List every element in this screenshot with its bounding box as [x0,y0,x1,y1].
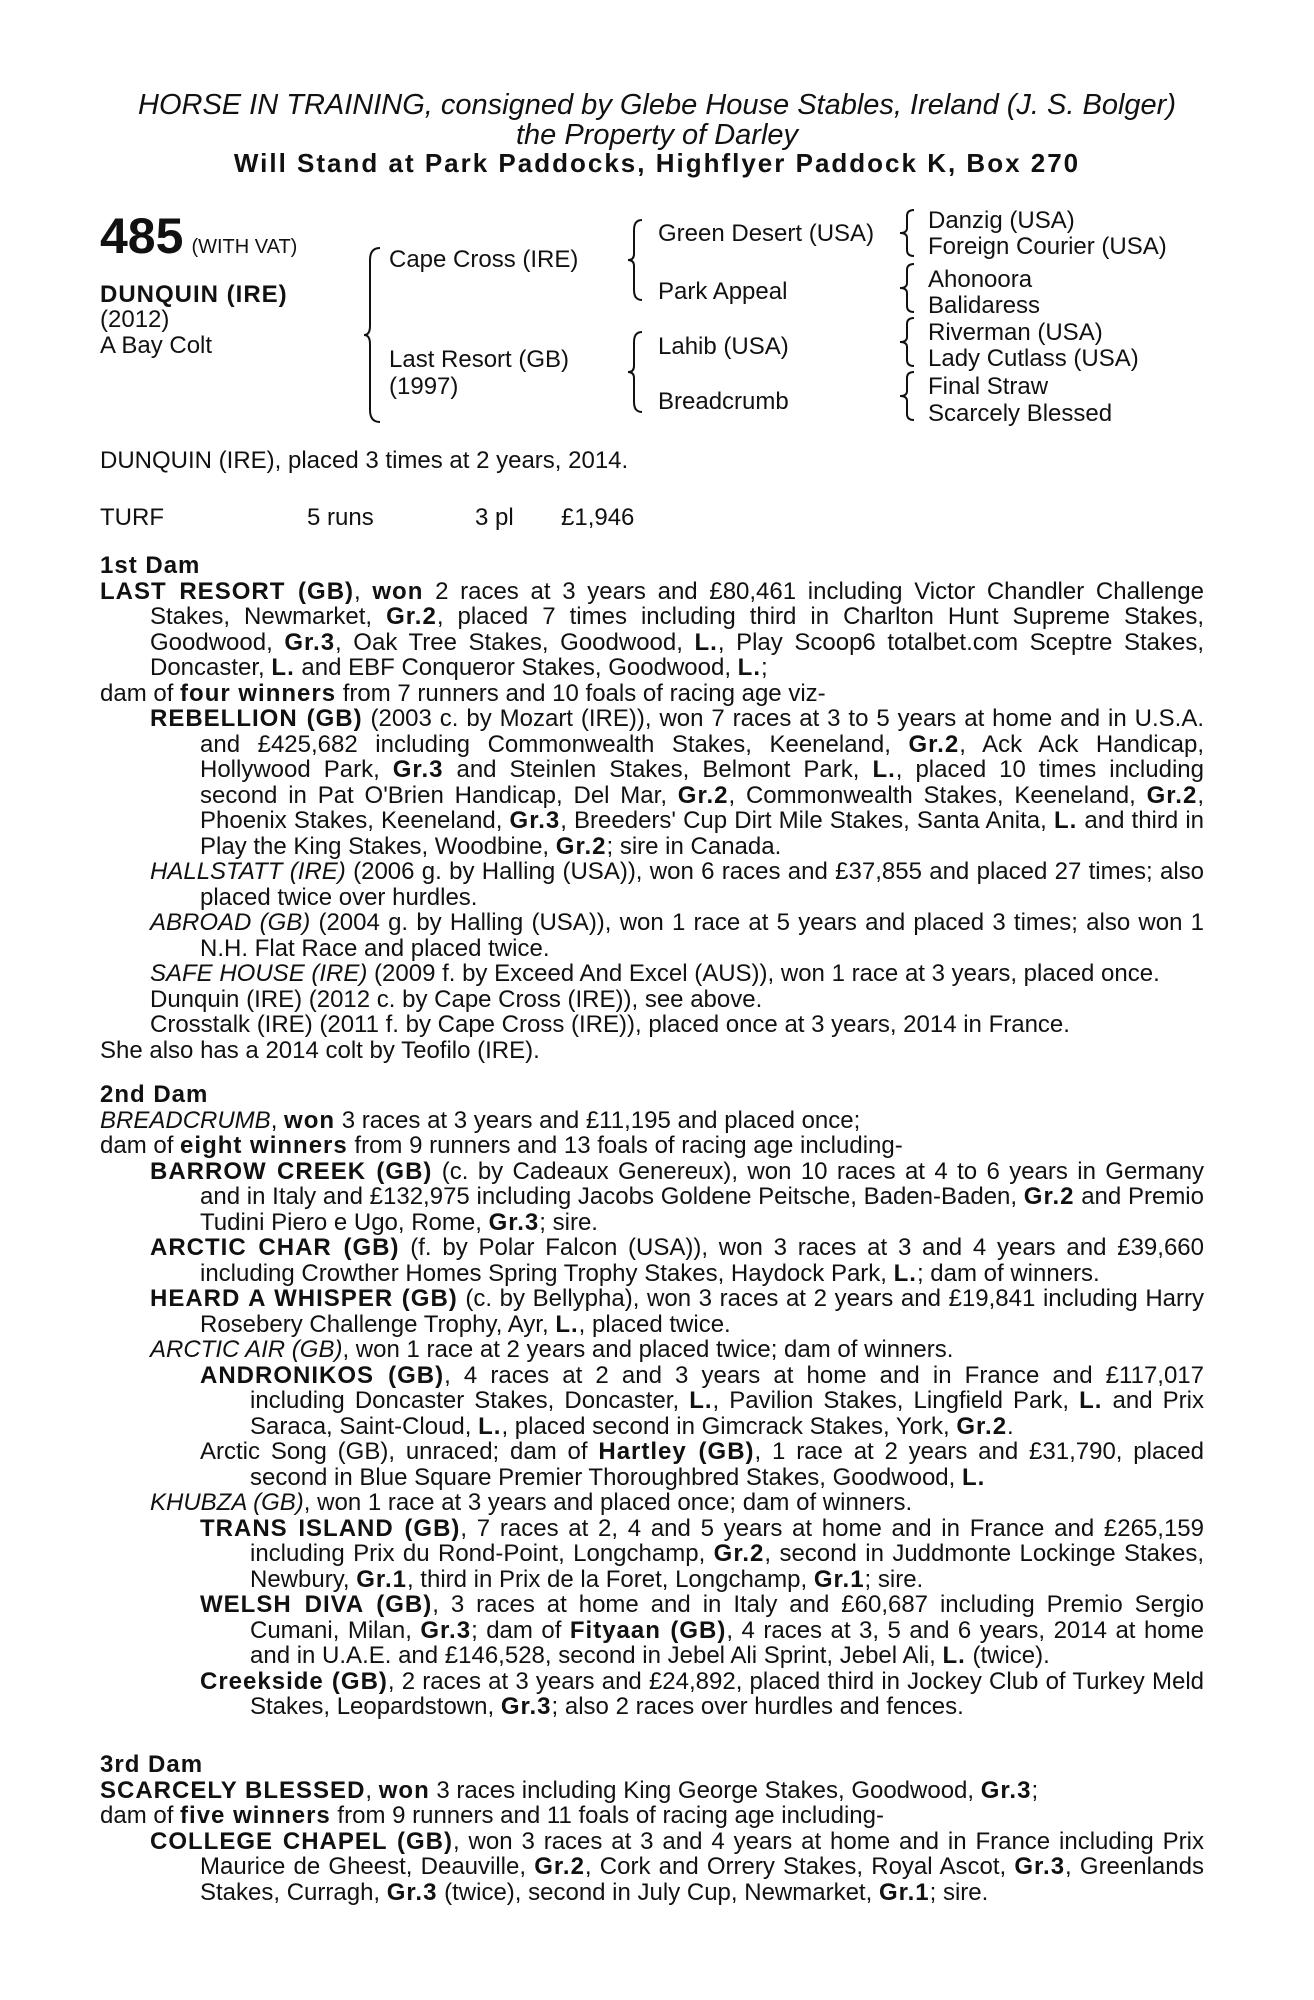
produce-crosstalk: Crosstalk (IRE) (2011 f. by Cape Cross (IRE)), placed once at 3 years, 2014 in France. [150,1011,1070,1038]
turf-placed: 3 pl [475,504,514,531]
produce-dunquin: Dunquin (IRE) (2012 c. by Cape Cross (IRE)), see above. [150,985,763,1013]
produce-arctic-air: ARCTIC AIR (GB), won 1 race at 2 years and placed twice; dam of winners. [150,1336,954,1363]
pedigree-ggp-4: Balidaress [928,292,1041,319]
lot-number-block [100,207,297,265]
second-dam-section [100,1082,1204,1720]
pedigree-dam-year: (1997) [389,373,459,400]
pedigree-ggp-3: Ahonoora [928,266,1033,293]
pedigree-sire-dam: Park Appeal [658,278,788,305]
produce-arctic-song: Arctic Song (GB), unraced; dam of Hartley (GB), 1 race at 2 years and £31,790, placed second in Blue Square Premier Thoroughbred Stakes, Goodwood, L. [200,1438,1204,1491]
pedigree-dam-sire: Lahib (USA) [658,333,789,360]
pedigree-sire: Cape Cross (IRE) [389,246,579,273]
produce-creekside: Creekside (GB), 2 races at 3 years and £24,892, placed third in Jockey Club of Turkey Meld Stakes, Leopardstown, Gr.3; also 2 races over hurdles and fences. [200,1667,1204,1720]
second-dam-heading: 2nd Dam [100,1081,209,1108]
third-dam-section [100,1752,1204,1905]
race-summary: DUNQUIN (IRE), placed 3 times at 2 years, 2014. [100,447,629,474]
pedigree-brace-sire [628,218,646,302]
produce-barrow-creek: BARROW CREEK (GB) (c. by Cadeaux Genereux), won 10 races at 4 to 6 years in Germany and in Italy and £132,975 including Jacobs Goldene Peitsche, Baden-Baden, Gr.2 and Premio Tudini Piero e Ugo, Rome, Gr.3; sire. [150,1157,1205,1236]
pedigree-ggp-8: Scarcely Blessed [928,400,1113,427]
pedigree-brace-dam [628,330,646,414]
produce-safe-house: SAFE HOUSE (IRE) (2009 f. by Exceed And Excel (AUS)), won 1 race at 3 years, placed once. [150,960,1160,987]
pedigree-ggp-1: Danzig (USA) [928,207,1075,234]
lot-number: 485 [100,208,184,264]
produce-rebellion: REBELLION (GB) (2003 c. by Mozart (IRE)), won 7 races at 3 to 5 years at home and in U.S.A. and £425,682 including Commonwealth Stakes, Keeneland, Gr.2, Ack Ack Handicap, Hollywood Park, Gr.3 and Steinlen Stakes, Belmont Park, L., placed 10 times including second in Pat O'Brien Handicap, Del Mar, Gr.2, Commonwealth Stakes, Keeneland, Gr.2, Phoenix Stakes, Keeneland, Gr.3, Breeders' Cup Dirt Mile Stakes, Santa Anita, L. and third in Play the King Stakes, Woodbine, Gr.2; sire in Canada. [150,705,1205,860]
third-dam-record: SCARCELY BLESSED, won 3 races including King George Stakes, Goodwood, Gr.3; [100,1776,1039,1804]
pedigree-brace-main [364,246,384,424]
turf-earnings: £1,946 [561,504,635,531]
produce-abroad: ABROAD (GB) (2004 g. by Halling (USA)), won 1 race at 5 years and placed 3 times; also won 1 N.H. Flat Race and placed twice. [150,909,1204,962]
first-dam-record: LAST RESORT (GB), won 2 races at 3 years and £80,461 including Victor Chandler Challenge Stakes, Newmarket, Gr.2, placed 7 times including third in Charlton Hunt Supreme Stakes, Goodwood, Gr.3, Oak Tree Stakes, Goodwood, L., Play Scoop6 totalbet.com Sceptre Stakes, Doncaster, L. and EBF Conqueror Stakes, Goodwood, L.; [100,577,1205,681]
pedigree-dam: Last Resort (GB) [389,346,570,373]
horse-description: A Bay Colt [100,332,213,359]
pedigree-ggp-6: Lady Cutlass (USA) [928,345,1139,372]
produce-arctic-char: ARCTIC CHAR (GB) (f. by Polar Falcon (USA)), won 3 races at 3 and 4 years and £39,660 including Crowther Homes Spring Trophy Stakes, Haydock Park, L.; dam of winners. [150,1234,1204,1287]
header-consignor: HORSE IN TRAINING, consigned by Glebe House Stables, Ireland (J. S. Bolger) [138,89,1176,121]
header-property: the Property of Darley [515,119,799,151]
turf-runs: 5 runs [307,504,374,531]
produce-andronikos: ANDRONIKOS (GB), 4 races at 2 and 3 years at home and in France and £117,017 including Doncaster Stakes, Doncaster, L., Pavilion Stakes, Lingfield Park, L. and Prix Saraca, Saint-Cloud, L., placed second in Gimcrack Stakes, York, Gr.2. [200,1361,1205,1440]
turf-label: TURF [100,504,164,531]
pedigree-brace-ggp4 [900,370,918,422]
produce-2014-colt: She also has a 2014 colt by Teofilo (IRE). [100,1036,540,1064]
second-dam-record: BREADCRUMB, won 3 races at 3 years and £11,195 and placed once; [100,1106,861,1134]
pedigree-ggp-2: Foreign Courier (USA) [928,233,1167,260]
lot-vat: (WITH VAT) [191,236,298,258]
pedigree-brace-ggp3 [900,316,918,368]
pedigree-sire-sire: Green Desert (USA) [658,220,875,247]
pedigree-dam-dam: Breadcrumb [658,388,789,415]
second-dam-produce-summary: dam of eight winners from 9 runners and 13 foals of racing age including- [100,1132,903,1159]
horse-year: (2012) [100,306,170,333]
produce-heard-a-whisper: HEARD A WHISPER (GB) (c. by Bellypha), won 3 races at 2 years and £19,841 including Harry Rosebery Challenge Trophy, Ayr, L., placed twice. [150,1285,1204,1338]
first-dam-produce-summary: dam of four winners from 7 runners and 10 foals of racing age viz- [100,679,826,707]
first-dam-heading: 1st Dam [100,552,201,579]
pedigree-ggp-7: Final Straw [928,373,1049,400]
produce-khubza: KHUBZA (GB), won 1 race at 3 years and placed once; dam of winners. [150,1489,913,1516]
produce-college-chapel: COLLEGE CHAPEL (GB), won 3 races at 3 and 4 years at home and in France including Prix Maurice de Gheest, Deauville, Gr.2, Cork and Orrery Stakes, Royal Ascot, Gr.3, Greenlands Stakes, Curragh, Gr.3 (twice), second in July Cup, Newmarket, Gr.1; sire. [150,1827,1204,1906]
pedigree-brace-ggp2 [900,262,918,314]
pedigree-brace-ggp1 [900,208,918,258]
pedigree-ggp-5: Riverman (USA) [928,319,1103,346]
first-dam-section [100,553,1204,1063]
produce-welsh-diva: WELSH DIVA (GB), 3 races at home and in Italy and £60,687 including Premio Sergio Cumani, Milan, Gr.3; dam of Fityaan (GB), 4 races at 3, 5 and 6 years, 2014 at home and in U.A.E. and £146,528, second in Jebel Ali Sprint, Jebel Ali, L. (twice). [200,1591,1205,1669]
horse-name: DUNQUIN (IRE) [100,281,288,308]
third-dam-produce-summary: dam of five winners from 9 runners and 11 foals of racing age including- [100,1802,884,1829]
third-dam-heading: 3rd Dam [100,1751,204,1778]
produce-hallstatt: HALLSTATT (IRE) (2006 g. by Halling (USA)), won 6 races and £37,855 and placed 27 times; also placed twice over hurdles. [150,858,1204,911]
header-stand: Will Stand at Park Paddocks, Highflyer Paddock K, Box 270 [233,148,1081,178]
produce-trans-island: TRANS ISLAND (GB), 7 races at 2, 4 and 5 years at home and in France and £265,159 including Prix du Rond-Point, Longchamp, Gr.2, second in Juddmonte Lockinge Stakes, Newbury, Gr.1, third in Prix de la Foret, Longchamp, Gr.1; sire. [200,1514,1205,1593]
